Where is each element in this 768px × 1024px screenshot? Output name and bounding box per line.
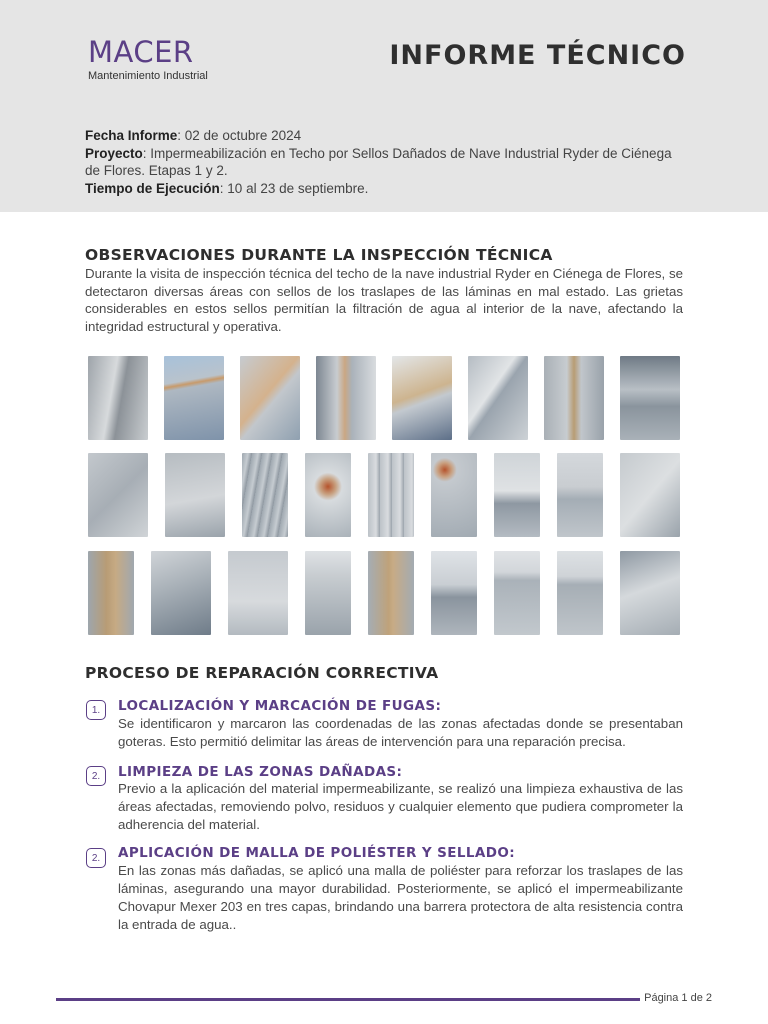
inspection-photo xyxy=(88,356,148,440)
inspection-photo xyxy=(468,356,528,440)
meta-proyecto xyxy=(85,145,685,180)
photo-row-2 xyxy=(88,453,680,537)
meta-fecha xyxy=(85,127,685,145)
inspection-photo xyxy=(431,453,477,537)
inspection-photo xyxy=(368,453,414,537)
step-3-text: En las zonas más dañadas, se aplicó una malla de poliéster para reforzar los traslapes de las láminas, asegurando una mayor durabilidad. Posteriormente, se aplicó el impermeabilizante Chovapur Mexer 203 en tres capas, brindando una barrera protectora de alta resistencia contra la entrada de agua.. xyxy=(118,863,683,932)
inspection-photo xyxy=(620,551,680,635)
step-1-text: Se identificaron y marcaron las coordenadas de las zonas afectadas donde se presentaban goteras. Esto permitió delimitar las áreas de intervención para una reparación precisa. xyxy=(118,716,683,749)
inspection-photo xyxy=(557,551,603,635)
logo-name: MACER xyxy=(88,35,194,69)
page-number: Página 1 de 2 xyxy=(644,992,712,1004)
inspection-photo xyxy=(305,551,351,635)
inspection-photo xyxy=(316,356,376,440)
meta-proyecto-value: : Impermeabilización en Techo por Sellos Dañados de Nave Industrial Ryder de Ciénega de Flores. Etapas 1 y 2. xyxy=(85,145,672,178)
inspection-photo xyxy=(494,551,540,635)
logo-subtitle: Mantenimiento Industrial xyxy=(88,70,208,82)
document-title: INFORME TÉCNICO xyxy=(389,40,686,71)
meta-tiempo-value: : 10 al 23 de septiembre. xyxy=(219,180,369,196)
step-3-number: 2. xyxy=(86,848,106,868)
step-2-text: Previo a la aplicación del material impermeabilizante, se realizó una limpieza exhaustiva de las áreas afectadas, removiendo polvo, residuos y cualquier elemento que pudiera comprometer la adherencia del material. xyxy=(118,781,683,832)
inspection-photo xyxy=(242,453,288,537)
inspection-photo xyxy=(544,356,604,440)
inspection-photo xyxy=(557,453,603,537)
company-logo xyxy=(88,36,208,82)
meta-tiempo xyxy=(85,180,685,198)
inspection-photo xyxy=(620,356,680,440)
inspection-photo xyxy=(228,551,288,635)
inspection-photo xyxy=(305,453,351,537)
inspection-photo xyxy=(88,453,148,537)
meta-proyecto-label: Proyecto xyxy=(85,145,143,161)
inspection-photo xyxy=(494,453,540,537)
meta-tiempo-label: Tiempo de Ejecución xyxy=(85,180,220,196)
inspection-photo xyxy=(165,453,225,537)
step-1-number: 1. xyxy=(86,700,106,720)
inspection-photo xyxy=(240,356,300,440)
inspection-photo xyxy=(88,551,134,635)
meta-fecha-value: : 02 de octubre 2024 xyxy=(177,128,302,143)
footer-divider xyxy=(56,998,640,1001)
inspection-photo xyxy=(151,551,211,635)
inspection-photo xyxy=(392,356,452,440)
step-3-title: APLICACIÓN DE MALLA DE POLIÉSTER Y SELLADO: xyxy=(118,845,516,861)
photo-row-1 xyxy=(88,356,680,440)
photo-row-3 xyxy=(88,551,680,635)
report-meta xyxy=(85,127,685,197)
observaciones-title: OBSERVACIONES DURANTE LA INSPECCIÓN TÉCNICA xyxy=(85,246,553,264)
meta-fecha-label: Fecha Informe xyxy=(85,128,178,143)
inspection-photo xyxy=(164,356,224,440)
inspection-photo xyxy=(620,453,680,537)
observaciones-text: Durante la visita de inspección técnica del techo de la nave industrial Ryder en Ciénega de Flores, se detectaron diversas áreas con sellos de los traslapes de las láminas en mal estado. Las grietas considerables en estos sellos permitían la filtración de agua al interior de la nave, afectando la integridad estructural y operativa. xyxy=(85,266,683,334)
inspection-photo xyxy=(368,551,414,635)
proceso-title: PROCESO DE REPARACIÓN CORRECTIVA xyxy=(85,664,439,682)
step-2-number: 2. xyxy=(86,766,106,786)
step-2-title: LIMPIEZA DE LAS ZONAS DAÑADAS: xyxy=(118,764,403,780)
inspection-photo xyxy=(431,551,477,635)
step-1-title: LOCALIZACIÓN Y MARCACIÓN DE FUGAS: xyxy=(118,698,442,714)
